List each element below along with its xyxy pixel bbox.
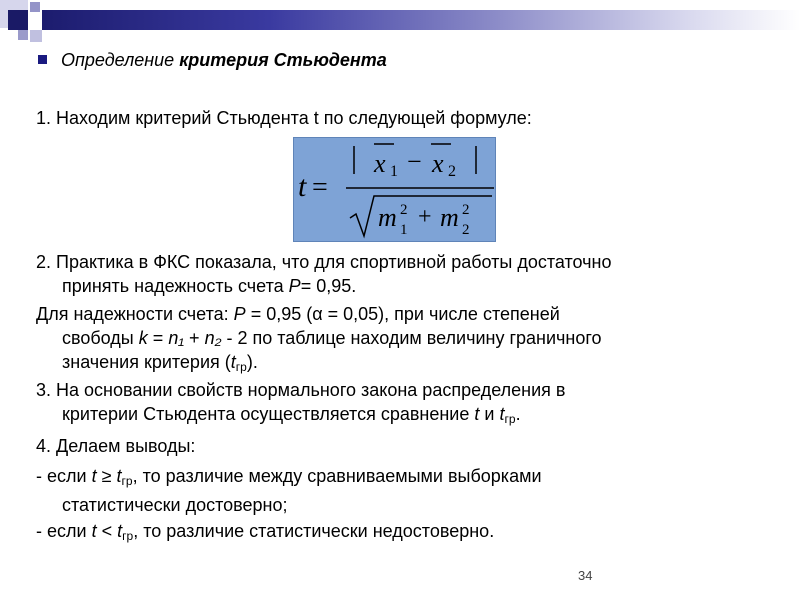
step-3-text [36, 378, 782, 431]
step-3-a: 3. На основании свойств нормального закона распределения в [36, 380, 566, 400]
var-n1: n₁ [168, 328, 185, 348]
formula-sup2: 2 [462, 202, 470, 218]
step-2b-f: - 2 по таблице находим величину граничного [226, 328, 602, 348]
formula-msub1: 1 [400, 222, 408, 238]
var-t: t [117, 521, 123, 541]
conclusion-2 [36, 519, 782, 548]
step-2b-plus: + [189, 328, 200, 348]
step-4: 4. Делаем выводы: [36, 436, 196, 456]
decor-square [8, 10, 28, 30]
formula-sub2: 2 [448, 163, 456, 180]
var-p: P [233, 304, 246, 324]
decor-square [18, 30, 28, 40]
formula-plus: + [418, 204, 432, 230]
concl-2-c: , то различие статистически недостоверно. [133, 521, 495, 541]
step-2b-h: ). [246, 352, 258, 372]
decor-square [30, 30, 42, 42]
heading-bold: критерия Стьюдента [179, 50, 387, 70]
square-bullet-icon [38, 55, 47, 64]
sub-gr: гр [504, 412, 516, 426]
step-2b-g: значения критерия ( [62, 352, 231, 372]
slide-heading [38, 50, 387, 71]
concl-2-op: < [101, 521, 113, 541]
formula-sub1: 1 [390, 163, 398, 180]
step-2-value: = 0,95. [300, 276, 357, 296]
formula-sup1: 2 [400, 202, 408, 218]
formula-t: t [298, 170, 307, 203]
sub-gr: гр [235, 360, 247, 374]
formula-m2: m [440, 203, 459, 232]
formula-m1: m [378, 203, 397, 232]
concl-1-a: - если [36, 466, 87, 486]
header-gradient-band [42, 10, 800, 30]
var-k: k [138, 328, 148, 348]
step-2b-a: Для надежности счета: [36, 304, 229, 324]
step-2-text [36, 250, 782, 298]
step-3-end: . [515, 404, 521, 424]
concl-1-op: ≥ [101, 466, 112, 486]
formula-x1: x [374, 149, 386, 178]
header-decoration [0, 0, 800, 44]
conclusion-1 [36, 464, 782, 517]
formula-box [293, 137, 496, 242]
var-t: t [499, 404, 505, 424]
var-t: t [91, 466, 97, 486]
step-2b-eq: = [152, 328, 164, 348]
step-4-text [36, 434, 756, 458]
formula-equals: = [312, 172, 328, 203]
heading-prefix: Определение [61, 50, 180, 70]
decor-square [30, 2, 40, 12]
var-t: t [91, 521, 97, 541]
var-p: P [288, 276, 301, 296]
var-t: t [474, 404, 480, 424]
step-1-text [36, 108, 532, 129]
var-n2: n₂ [204, 328, 222, 348]
step-2-line-b: принять надежность счета [62, 276, 284, 296]
var-t: t [116, 466, 122, 486]
formula-x2: x [432, 149, 444, 178]
step-2b-b: = 0,95 (α = 0,05), при числе степеней [250, 304, 560, 324]
step-3-b: критерии Стьюдента осуществляется сравнение [62, 404, 470, 424]
step-2-line-a: 2. Практика в ФКС показала, что для спортивной работы достаточно [36, 252, 612, 272]
page-number: 34 [578, 568, 593, 583]
concl-1-d: статистически достоверно; [62, 495, 288, 515]
student-t-formula [294, 138, 497, 243]
var-t: t [230, 352, 236, 372]
step-2b-text [36, 302, 782, 379]
concl-1-c: , то различие между сравниваемыми выборками [132, 466, 542, 486]
step-1: 1. Находим критерий Стьюдента t по следующей формуле: [36, 108, 532, 128]
step-2b-c: свободы [62, 328, 134, 348]
sub-gr: гр [121, 474, 133, 488]
step-3-and: и [484, 404, 495, 424]
formula-minus: − [407, 147, 422, 176]
sub-gr: гр [122, 529, 134, 543]
formula-msub2: 2 [462, 222, 470, 238]
concl-2-a: - если [36, 521, 87, 541]
